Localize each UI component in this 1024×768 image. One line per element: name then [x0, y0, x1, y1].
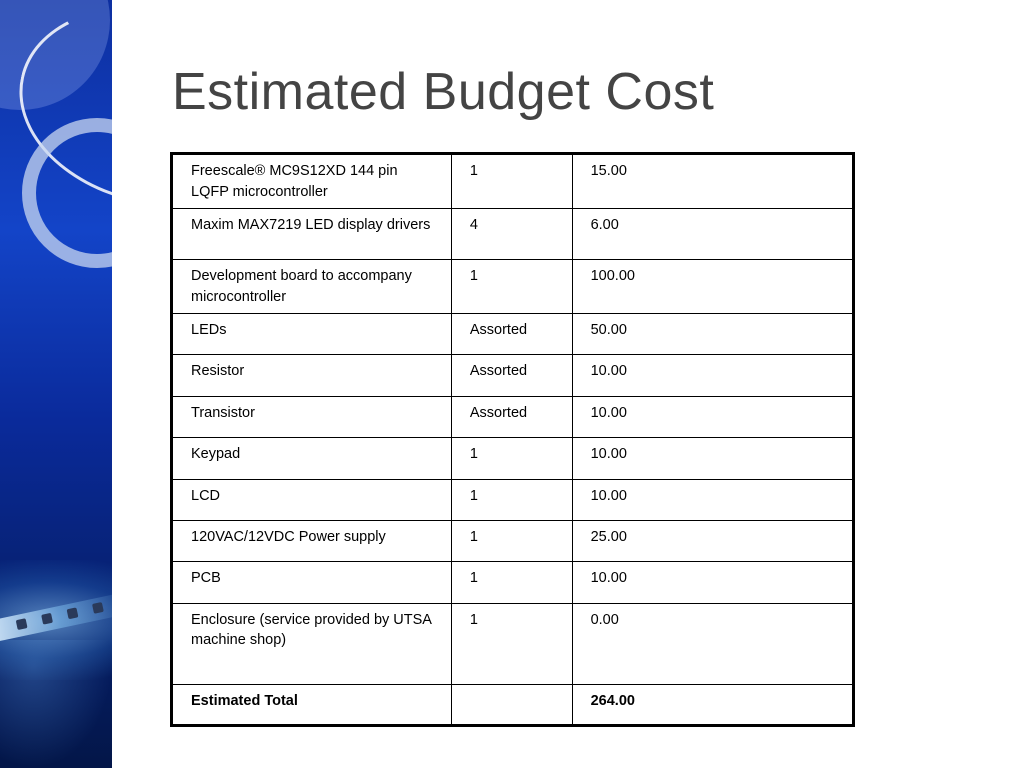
quantity-cell: 1 [451, 520, 572, 561]
quantity-cell: 1 [451, 562, 572, 603]
item-cell: Development board to accompany microcontroller [172, 260, 452, 314]
cost-cell: 6.00 [572, 209, 853, 260]
item-cell: LEDs [172, 314, 452, 355]
table-row [172, 314, 854, 355]
table-row [172, 396, 854, 437]
quantity-cell: Assorted [451, 355, 572, 396]
item-cell: LCD [172, 479, 452, 520]
table-row [172, 479, 854, 520]
item-cell: PCB [172, 562, 452, 603]
cost-cell: 10.00 [572, 562, 853, 603]
cost-cell: 10.00 [572, 355, 853, 396]
cost-cell: 25.00 [572, 520, 853, 561]
item-cell: Keypad [172, 438, 452, 479]
decorative-side-band [0, 0, 112, 768]
cost-cell: 0.00 [572, 603, 853, 684]
item-cell: Maxim MAX7219 LED display drivers [172, 209, 452, 260]
table-row [172, 209, 854, 260]
total-quantity-cell [451, 684, 572, 725]
cost-cell: 15.00 [572, 154, 853, 209]
quantity-cell: 1 [451, 438, 572, 479]
cost-cell: 50.00 [572, 314, 853, 355]
total-row [172, 684, 854, 725]
total-cost-cell: 264.00 [572, 684, 853, 725]
table-row [172, 355, 854, 396]
table-row [172, 154, 854, 209]
cost-cell: 100.00 [572, 260, 853, 314]
budget-table [170, 152, 855, 727]
table-row [172, 520, 854, 561]
quantity-cell: Assorted [451, 396, 572, 437]
quantity-cell: Assorted [451, 314, 572, 355]
item-cell: Enclosure (service provided by UTSA machine shop) [172, 603, 452, 684]
quantity-cell: 1 [451, 260, 572, 314]
item-cell: Resistor [172, 355, 452, 396]
cost-cell: 10.00 [572, 438, 853, 479]
table-row [172, 438, 854, 479]
table-row [172, 603, 854, 684]
quantity-cell: 1 [451, 479, 572, 520]
item-cell: 120VAC/12VDC Power supply [172, 520, 452, 561]
cost-cell: 10.00 [572, 396, 853, 437]
decorative-haze [0, 640, 112, 768]
slide-title: Estimated Budget Cost [172, 63, 715, 121]
cost-cell: 10.00 [572, 479, 853, 520]
item-cell: Transistor [172, 396, 452, 437]
quantity-cell: 1 [451, 154, 572, 209]
quantity-cell: 4 [451, 209, 572, 260]
table-row [172, 562, 854, 603]
quantity-cell: 1 [451, 603, 572, 684]
total-label-cell: Estimated Total [172, 684, 452, 725]
item-cell: Freescale® MC9S12XD 144 pin LQFP microcontroller [172, 154, 452, 209]
table-row [172, 260, 854, 314]
